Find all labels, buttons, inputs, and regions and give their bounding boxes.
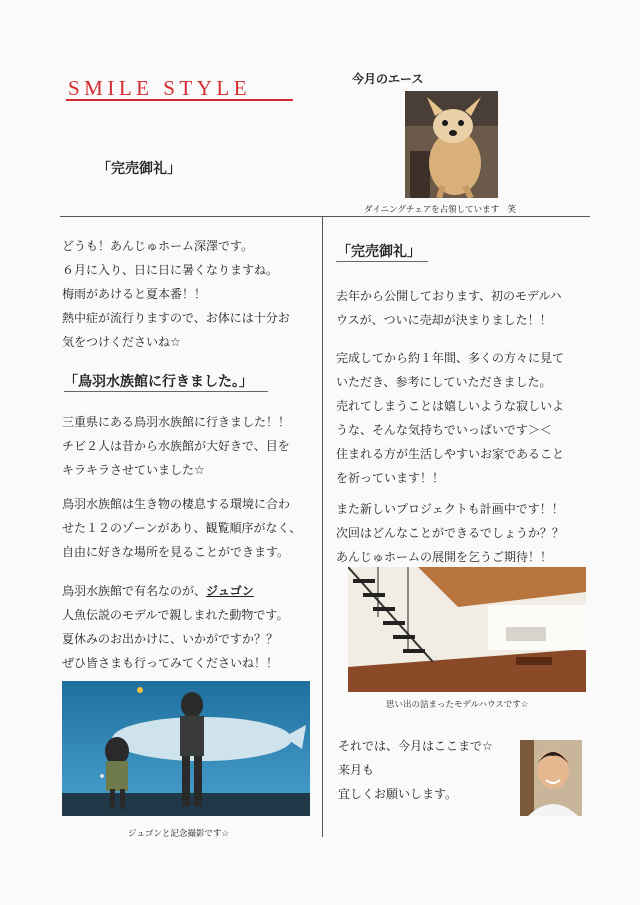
- aquarium-photo-caption: ジュゴンと記念撮影です☆: [128, 829, 229, 839]
- text-line: 気をつけくださいね☆: [62, 335, 181, 349]
- author-illustration: [520, 740, 582, 816]
- text-line: いただき、参考にしていただきました。: [336, 375, 552, 389]
- text-line: 鳥羽水族館は生き物の棲息する環境に合わ: [62, 497, 291, 511]
- text-line: また新しいプロジェクトも計画中です！！: [336, 502, 564, 516]
- text-span: 鳥羽水族館で有名なのが、: [62, 584, 207, 598]
- left-intro: [62, 234, 290, 354]
- text-line: 人魚伝説のモデルで親しまれた動物です。: [62, 608, 289, 622]
- right-paragraph-3: [336, 497, 564, 569]
- text-line: 去年から公開しております、初のモデルハ: [336, 289, 562, 303]
- text-line: 次回はどんなことができるでしょうか？？: [336, 526, 564, 540]
- dog-illustration: [405, 91, 498, 198]
- dog-photo: [405, 91, 498, 198]
- text-line: 宜しくお願いします。: [338, 787, 458, 801]
- text-line: キラキラさせていました☆: [62, 463, 205, 477]
- model-house-caption: 思い出の詰まったモデルハウスです☆: [386, 700, 529, 710]
- text-line: ６月に入り、日に日に暑くなりますね。: [62, 263, 279, 277]
- text-line: それでは、今月はここまで☆: [338, 739, 493, 753]
- text-line: 売れてしまうことは嬉しいような寂しいよ: [336, 399, 565, 413]
- model-house-photo: [348, 567, 586, 692]
- dog-photo-caption: ダイニングチェアを占領しています 笑: [364, 205, 517, 215]
- aquarium-illustration: [62, 681, 310, 816]
- section-underline: [64, 391, 268, 392]
- author-portrait: [520, 740, 582, 816]
- aquarium-section-title: 「鳥羽水族館に行きました。」: [64, 374, 253, 390]
- text-line: ウスが、ついに売却が決まりました！！: [336, 313, 552, 327]
- left-paragraph-2: [62, 492, 301, 564]
- text-line: せた１２のゾーンがあり、観覧順序がなく、: [62, 521, 302, 535]
- text-line: チビ２人は昔から水族館が大好きで、目を: [62, 439, 290, 453]
- column-divider: [322, 217, 323, 837]
- text-line: 三重県にある鳥羽水族館に行きました！！: [62, 415, 291, 429]
- text-line: 来月も: [338, 763, 375, 777]
- right-paragraph-1: [336, 284, 562, 332]
- text-line: を祈っています！！: [336, 471, 445, 485]
- dugong-highlight: ジュゴン: [206, 584, 254, 598]
- left-paragraph-1: [62, 410, 290, 482]
- right-paragraph-2: [336, 346, 564, 490]
- text-line: うな、そんな気持ちでいっぱいです＞＜: [336, 423, 552, 437]
- top-heading: 「完売御礼」: [97, 161, 181, 177]
- horizontal-divider: [60, 216, 590, 217]
- closing-text: [338, 734, 493, 806]
- text-line: ぜひ皆さまも行ってみてくださいね！！: [62, 656, 279, 670]
- text-line: [62, 579, 288, 603]
- sold-out-section-title: 「完売御礼」: [337, 244, 421, 260]
- ace-label: 今月のエース: [352, 72, 424, 86]
- text-line: 熱中症が流行りますので、お体には十分お: [62, 311, 290, 325]
- newsletter-brand-title: SMILE STYLE: [68, 76, 252, 100]
- aquarium-photo: [62, 681, 310, 816]
- text-line: どうも！あんじゅホーム深澤です。: [62, 239, 254, 253]
- text-line: 自由に好きな場所を見ることができます。: [62, 545, 290, 559]
- text-line: あんじゅホームの展開を乞うご期待！！: [336, 550, 553, 564]
- text-line: 完成してから約１年間、多くの方々に見て: [336, 351, 565, 365]
- left-paragraph-3: [62, 579, 288, 675]
- model-house-illustration: [348, 567, 586, 692]
- text-line: 住まれる方が生活しやすいお家であること: [336, 447, 565, 461]
- brand-underline: [66, 99, 293, 101]
- section-underline: [336, 261, 428, 262]
- text-line: 夏休みのお出かけに、いかがですか？？: [62, 632, 279, 646]
- text-line: 梅雨があけると夏本番！！: [62, 287, 207, 301]
